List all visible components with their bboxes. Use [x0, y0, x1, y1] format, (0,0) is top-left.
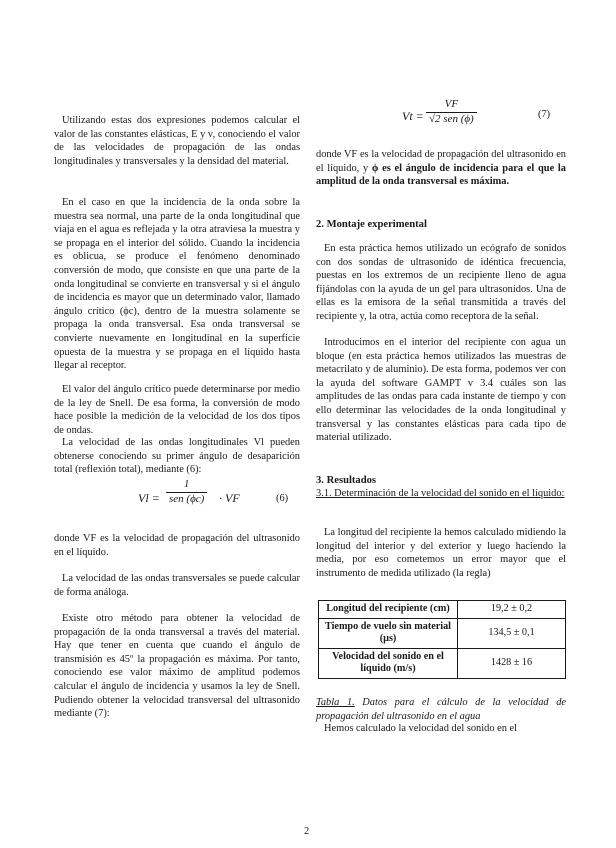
table-value: 134,5 ± 0,1 — [458, 618, 566, 648]
paragraph-critical-angle: El valor del ángulo crítico puede determinarse por medio de la ley de Snell. De esa forma, la conversión de modo hace posible la medición de la velocidad de los dos tipos de ondas. — [54, 384, 300, 436]
phi-definition-bold: ϕ es el ángulo de incidencia para el que la amplitud de la onda transversal es máxima. — [316, 162, 566, 188]
table-value: 1428 ± 16 — [458, 648, 566, 678]
caption-text: Datos para el cálculo de la velocidad de propagación del ultrasonido en el agua — [316, 697, 566, 722]
table-label: Tiempo de vuelo sin material (µs) — [319, 618, 458, 648]
paragraph-setup: En esta práctica hemos utilizado un ecógrafo de sonidos con dos sondas de ultrasonido de idéntica frecuencia, puestas en los extremos de un recipiente lleno de agua fijándolas con la ayuda de un gel para ultrasonidos. Una de ellas es la emisora de la señal transmitida a través del recipiente y, la otra, actúa como receptora de la señal. — [316, 243, 566, 322]
eq7-lhs: Vt = — [402, 109, 424, 123]
results-table — [318, 600, 566, 679]
table-label: Longitud del recipiente (cm) — [319, 601, 458, 619]
paragraph-longitudinal-velocity: La velocidad de las ondas longitudinales Vl pueden obtenerse conociendo su primer ángulo de desaparición total (reflexión total), mediante (6): — [54, 437, 300, 476]
table-row — [319, 618, 566, 648]
eq7-fraction — [426, 98, 477, 126]
paragraph-elastic-constants: Utilizando estas dos expresiones podemos calcular el valor de las constantes elásticas, E y ν, conociendo el valor de las velocidades de propagación de las ondas longitudinales y transversales y la densidad del material. — [54, 115, 300, 167]
paragraph-length: La longitud del recipiente la hemos calculado midiendo la longitud del interior y del exterior y luego haciendo la media, por eso cometemos un error mayor que el instrumento de medida utilizado (la regla) — [316, 527, 566, 579]
equation-7 — [316, 98, 566, 138]
eq6-lhs: Vl = — [138, 491, 160, 505]
eq7-number: (7) — [538, 109, 551, 120]
eq7-denominator: √2 sen (ϕ) — [426, 112, 477, 127]
paragraph-velocity-calc: Hemos calculado la velocidad del sonido en el — [324, 723, 518, 734]
eq7-numerator: VF — [444, 98, 459, 110]
paragraph-phi-definition — [316, 148, 566, 189]
eq6-number: (6) — [276, 493, 289, 504]
section-heading-resultados: 3. Resultados — [316, 475, 377, 486]
eq6-denominator: sen (ϕc) — [166, 492, 207, 507]
paragraph-other-method: Existe otro método para obtener la velocidad de propagación de la onda transversal a través del material. Hay que tener en cuenta que cuando el ángulo de transmisión es 45º la propagación es máxima. Por tanto, conociendo ese valor máximo de amplitud podemos calcular el ángulo de incidencia y usamos la ley de Snell. Pudiendo obtener la velocidad transversal del ultrasonido mediante (7): — [54, 613, 300, 720]
paragraph-transversal-analog: La velocidad de las ondas transversales se puede calcular de forma análoga. — [54, 573, 300, 598]
paragraph-sample: Introducimos en el interior del recipiente con agua un bloque (en esta práctica hemos utilizados las muestras de metacrilato y de aluminio). De esta forma, podemos ver con la ayuda del software GAMPT v 3.4 cuáles son las amplitudes de las ondas para cada instante de tiempo y con ello determinar las velocidades de la onda longitudinal y transversal y las constantes elásticas para cada tipo de material utilizado. — [316, 337, 566, 444]
eq6-rhs: · VF — [219, 491, 240, 505]
table-label: Velocidad del sonido en el líquido (m/s) — [319, 648, 458, 678]
caption-label: Tabla 1. — [316, 697, 355, 709]
table-value: 19,2 ± 0,2 — [458, 601, 566, 619]
eq6-numerator: 1 — [183, 478, 190, 490]
subsection-heading-sound-velocity: 3.1. Determinación de la velocidad del sonido en el líquido: — [316, 488, 565, 499]
paragraph-incidence: En el caso en que la incidencia de la onda sobre la muestra sea normal, una parte de la onda longitudinal que viaja en el agua es reflejada y la otra atraviesa la muestra y se propaga en el interior del sólido. Cuando la incidencia es oblicua, se produce el fenómeno denominado conversión de modo, que consiste en que una parte de la onda longitudinal se convierte en transversal y si el ángulo de incidencia es mayor que un determinado valor, llamado ángulo crítico (ϕc), dentro de la muestra solamente se propaga la onda transversal. Esa onda transversal se convierte nuevamente en longitudinal en la superficie opuesta de la muestra y se propaga en el líquido hasta llegar al receptor. — [54, 197, 300, 372]
table-row — [319, 648, 566, 678]
paragraph-vf-definition: donde VF es la velocidad de propagación del ultrasonido en el líquido. — [54, 533, 300, 558]
page-number: 2 — [304, 826, 310, 837]
table-row — [319, 601, 566, 619]
section-heading-montaje: 2. Montaje experimental — [316, 219, 427, 230]
phi-definition-text: donde VF es la velocidad de propagación del ultrasonido en el líquido, y — [316, 149, 566, 174]
eq6-fraction — [166, 478, 207, 506]
equation-6 — [54, 478, 300, 518]
table-caption — [316, 696, 566, 723]
